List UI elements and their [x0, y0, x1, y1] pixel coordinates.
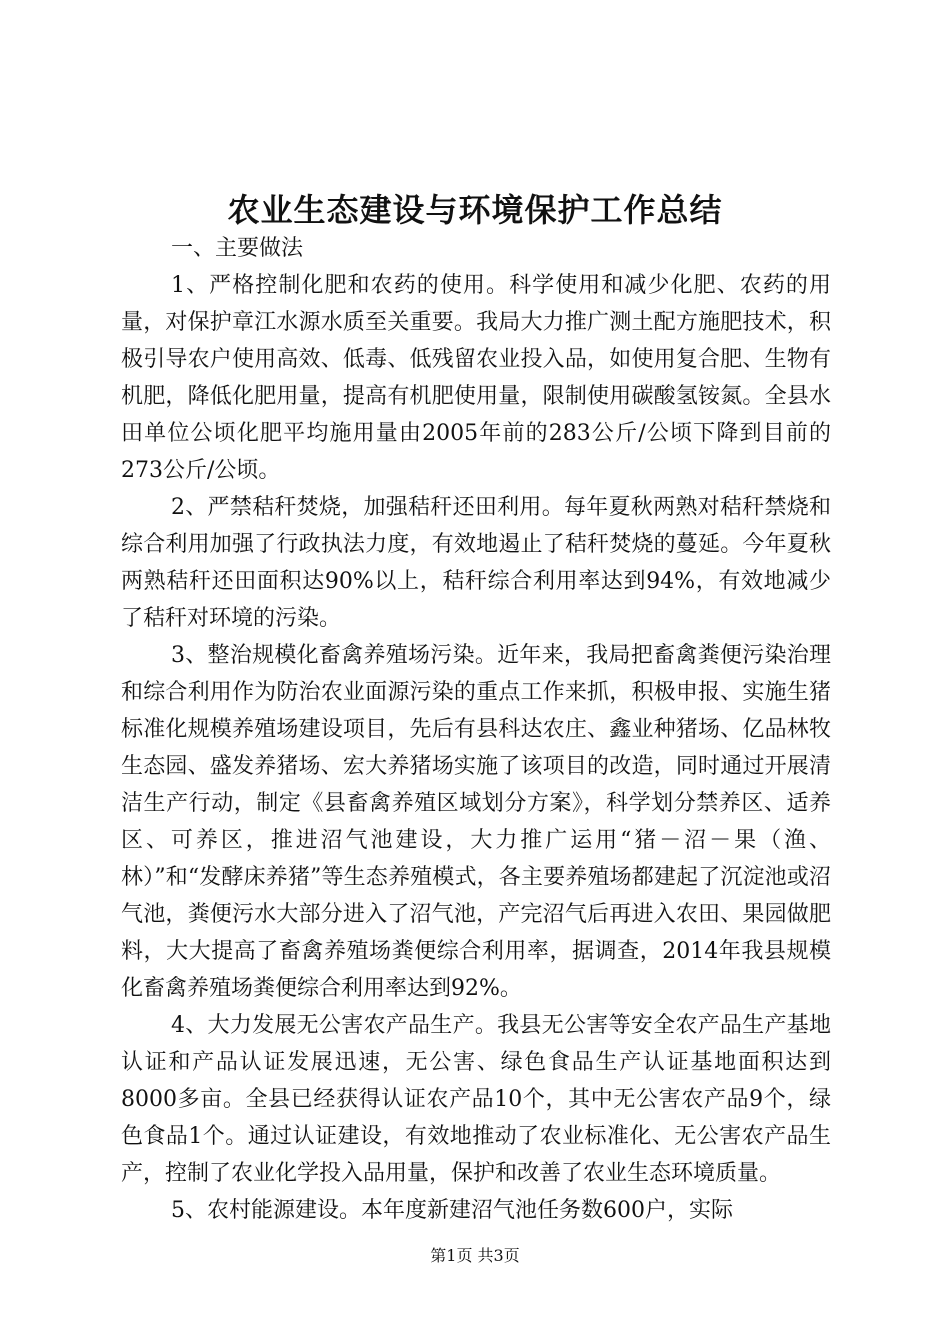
paragraph-5: 5、农村能源建设。本年度新建沼气池任务数600户，实际: [171, 1198, 733, 1223]
document-body: [121, 230, 831, 1229]
paragraph-2: 2、严禁秸秆焚烧，加强秸秆还田利用。每年夏秋两熟对秸秆禁烧和综合利用加强了行政执法力度，有效地遏止了秸秆焚烧的蔓延。今年夏秋两熟秸秆还田面积达90%以上，秸秆综合利用率达到94%，有效地减少了秸秆对环境的污染。: [121, 495, 831, 631]
paragraph-3: 3、整治规模化畜禽养殖场污染。近年来，我局把畜禽粪便污染治理和综合利用作为防治农业面源污染的重点工作来抓，积极申报、实施生猪标准化规模养殖场建设项目，先后有县科达农庄、鑫业种猪场、亿品林牧生态园、盛发养猪场、宏大养猪场实施了该项目的改造，同时通过开展清洁生产行动，制定《县畜禽养殖区域划分方案》，科学划分禁养区、适养区、可养区，推进沼气池建设，大力推广运用“猪－沼－果（渔、林）”和“发酵床养猪”等生态养殖模式，各主要养殖场都建起了沉淀池或沼气池，粪便污水大部分进入了沼气池，产完沼气后再进入农田、果园做肥料，大大提高了畜禽养殖场粪便综合利用率，据调查，2014年我县规模化畜禽养殖场粪便综合利用率达到92%。: [121, 643, 831, 1001]
document-title: 农业生态建设与环境保护工作总结: [227, 191, 723, 229]
paragraph-1: 1、严格控制化肥和农药的使用。科学使用和减少化肥、农药的用量，对保护章江水源水质至关重要。我局大力推广测土配方施肥技术，积极引导农户使用高效、低毒、低残留农业投入品，如使用复合肥、生物有机肥，降低化肥用量，提高有机肥使用量，限制使用碳酸氢铵氮。全县水田单位公顷化肥平均施用量由2005年前的283公斤/公顷下降到目前的273公斤/公顷。: [121, 273, 831, 483]
section-heading: 一、主要做法: [171, 236, 304, 261]
page-number-footer: 第1页 共3页: [430, 1246, 520, 1265]
paragraph-4: 4、大力发展无公害农产品生产。我县无公害等安全农产品生产基地认证和产品认证发展迅速，无公害、绿色食品生产认证基地面积达到8000多亩。全县已经获得认证农产品10个，其中无公害农产品9个，绿色食品1个。通过认证建设，有效地推动了农业标准化、无公害农产品生产，控制了农业化学投入品用量，保护和改善了农业生态环境质量。: [121, 1013, 831, 1186]
